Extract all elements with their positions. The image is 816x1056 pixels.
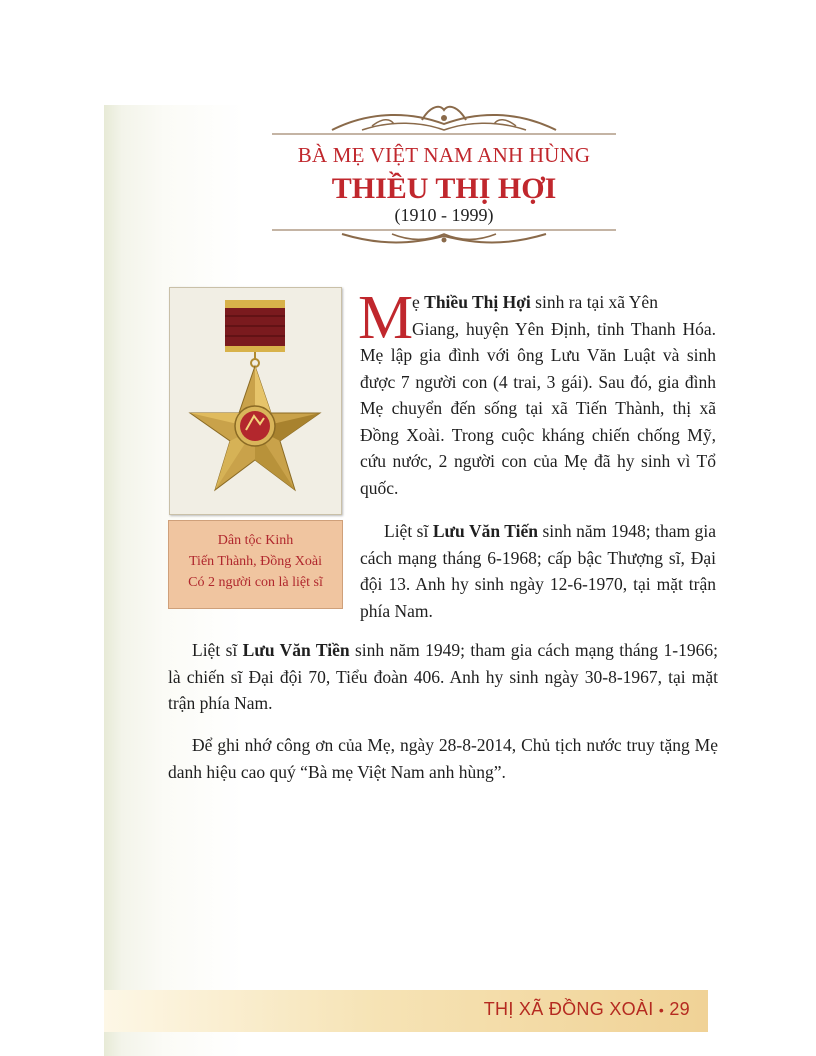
footer-place: THỊ XÃ ĐỒNG XOÀI [483, 999, 654, 1019]
page-footer [104, 990, 708, 1032]
caption-martyrs: Có 2 người con là liệt sĩ [188, 575, 323, 590]
footer-label [484, 999, 690, 1020]
paragraph-honor [168, 732, 718, 785]
footer-separator: • [658, 1002, 665, 1018]
text-run: Để ghi nhớ công ơn của Mẹ, ngày 28-8-2014, Chủ tịch nước truy tặng Mẹ danh hiệu cao quý “Bà mẹ Việt Nam anh hùng”. [168, 735, 718, 782]
text-run: sinh năm 1948; tham gia cách mạng tháng 6-1968; cấp bậc Thượng sĩ, Đại đội 13. Anh hy sinh ngày 12-6-1970, tại mặt trận phía Nam. [360, 521, 716, 621]
person-name-title: THIỀU THỊ HỢI [331, 172, 557, 205]
text-run: sinh ra tại xã Yên [530, 292, 658, 312]
martyr-name-2: Lưu Văn Tiền [242, 640, 350, 660]
bottom-ornament [272, 226, 616, 250]
text-run: ẹ [412, 292, 425, 312]
caption-location: Tiến Thành, Đồng Xoài [189, 554, 322, 569]
paragraph-intro-body [360, 316, 716, 502]
caption-ethnicity: Dân tộc Kinh [217, 533, 294, 548]
person-name: Thiều Thị Hợi [424, 292, 531, 312]
medal-image [169, 287, 342, 515]
text-run: Liệt sĩ [384, 521, 433, 541]
text-run: Liệt sĩ [192, 640, 243, 660]
drop-cap: M [358, 284, 414, 352]
page-number: 29 [669, 999, 690, 1019]
life-years: (1910 - 1999) [394, 205, 494, 225]
page-heading: BÀ MẸ VIỆT NAM ANH HÙNG [297, 143, 591, 167]
paragraph-martyr-1 [360, 518, 716, 624]
caption-box [168, 520, 343, 609]
top-ornament [272, 100, 616, 142]
martyr-name-1: Lưu Văn Tiến [432, 521, 538, 541]
hero-star-medal-icon [170, 288, 341, 514]
paragraph-martyr-2 [168, 637, 718, 717]
paragraph-intro [358, 284, 716, 501]
text-run: sinh năm 1949; tham gia cách mạng tháng 1-1966; là chiến sĩ Đại đội 70, Tiểu đoàn 406. Anh hy sinh ngày 30-8-1967, tại mặt trận phía Nam. [168, 640, 718, 713]
text-run: Giang, huyện Yên Định, tỉnh Thanh Hóa. Mẹ lập gia đình với ông Lưu Văn Luật và sinh được 7 người con (4 trai, 3 gái). Sau đó, gia đình Mẹ chuyển đến sống tại xã Tiến Thành, thị xã Đồng Xoài. Trong cuộc kháng chiến chống Mỹ, cứu nước, 2 người con của Mẹ đã hy sinh vì Tổ quốc. [360, 318, 716, 498]
